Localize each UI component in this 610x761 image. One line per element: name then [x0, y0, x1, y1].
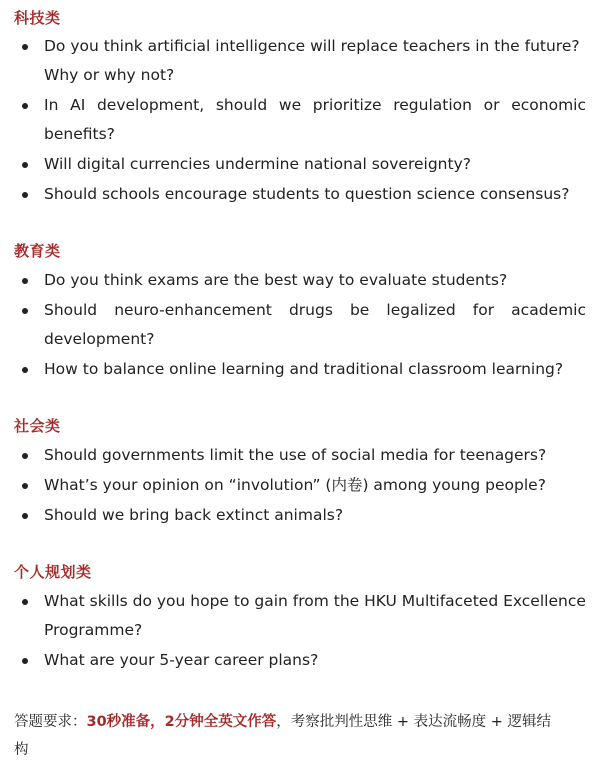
- section-title: 科技类: [14, 9, 61, 27]
- bullet-icon: [22, 192, 28, 198]
- item-line: benefits?: [44, 125, 115, 143]
- item-line: What are your 5-year career plans?: [44, 651, 319, 669]
- item-line: Should schools encourage students to question science consensus?: [44, 185, 570, 203]
- section-title: 教育类: [14, 242, 61, 260]
- bullet-icon: [22, 513, 28, 519]
- requirements-highlight: 30秒准备，2分钟全英文作答: [86, 714, 277, 730]
- bullet-icon: [22, 103, 28, 109]
- requirements-text: ，考察批判性思维 + 表达流畅度 + 逻辑结: [276, 714, 552, 730]
- item-line: Should we bring back extinct animals?: [44, 506, 344, 524]
- item-line: What skills do you hope to gain from the HKU Multifaceted Excellence: [44, 592, 586, 610]
- bullet-icon: [22, 308, 28, 314]
- item-line: Should governments limit the use of social media for teenagers?: [44, 446, 547, 464]
- requirements-label: 答题要求：: [14, 714, 87, 730]
- answer-requirements-continued: 构: [14, 742, 29, 758]
- answer-requirements: [14, 710, 551, 731]
- bullet-icon: [22, 599, 28, 605]
- item-line: Do you think artificial intelligence will replace teachers in the future?: [44, 37, 580, 55]
- bullet-icon: [22, 367, 28, 373]
- item-line: What’s your opinion on “involution” (内卷) among young people?: [44, 476, 546, 494]
- item-line: Why or why not?: [44, 66, 175, 84]
- bullet-icon: [22, 453, 28, 459]
- bullet-icon: [22, 483, 28, 489]
- item-line: Programme?: [44, 621, 143, 639]
- item-line: Do you think exams are the best way to evaluate students?: [44, 271, 508, 289]
- item-line: In AI development, should we prioritize regulation or economic: [44, 96, 586, 114]
- item-line: development?: [44, 330, 155, 348]
- bullet-icon: [22, 162, 28, 168]
- item-line: How to balance online learning and traditional classroom learning?: [44, 360, 564, 378]
- section-title: 社会类: [14, 417, 61, 435]
- bullet-icon: [22, 278, 28, 284]
- item-line: Will digital currencies undermine national sovereignty?: [44, 155, 471, 173]
- bullet-icon: [22, 658, 28, 664]
- bullet-icon: [22, 44, 28, 50]
- item-line: Should neuro-enhancement drugs be legalized for academic: [44, 301, 586, 319]
- section-title: 个人规划类: [14, 563, 92, 581]
